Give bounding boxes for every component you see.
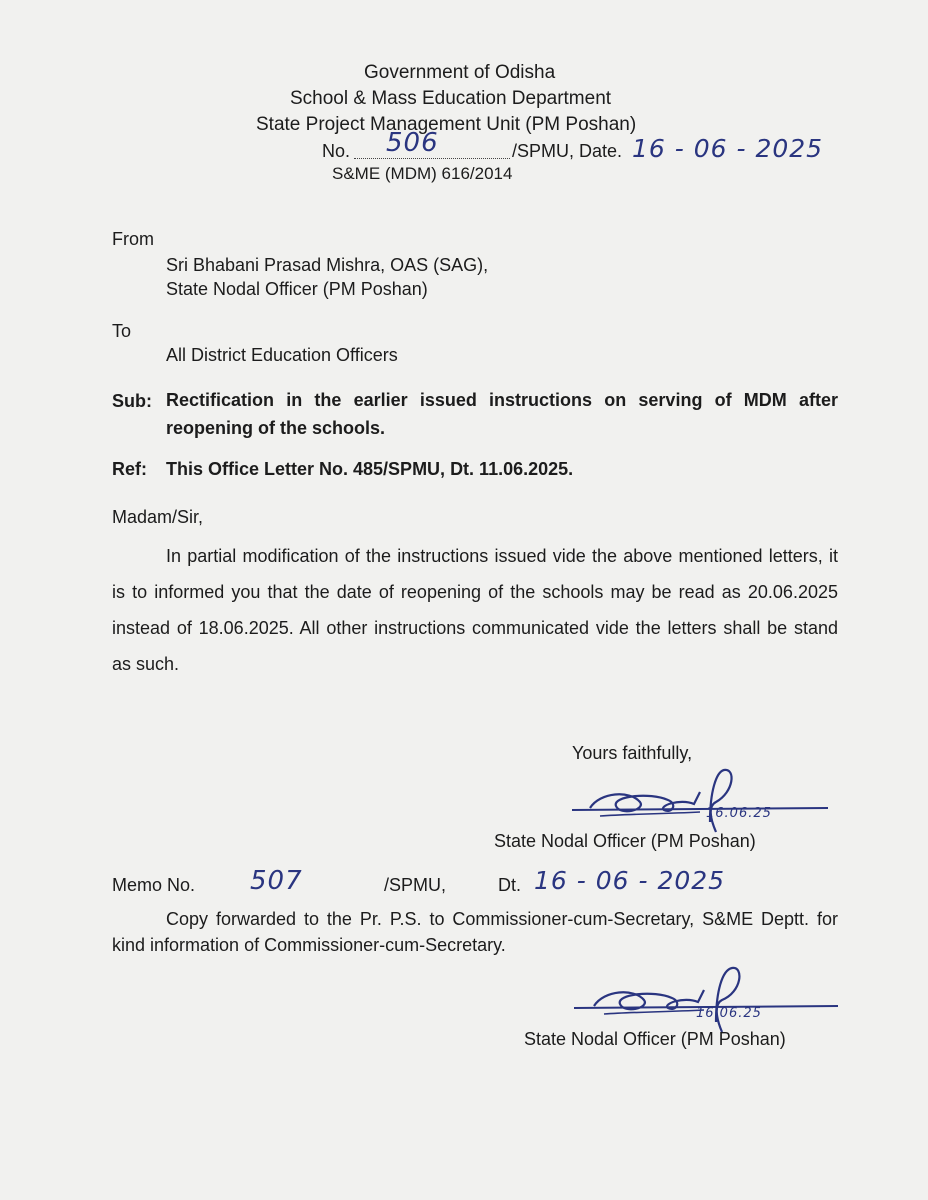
body-paragraph: In partial modification of the instructions issued vide the above mentioned letters, it is to informed you that the date of reopening of the schools may be read as 20.06.2025 instead of 18.06.2025. All other instructions communicated vide the letters shall be stand as such. — [112, 546, 838, 674]
letter-date-handwritten: 16 - 06 - 2025 — [632, 134, 824, 163]
memo-suffix: /SPMU, — [384, 875, 447, 895]
reference-label: Ref: — [112, 459, 147, 479]
signature-2-date: 16.06.25 — [696, 1006, 762, 1021]
letter-number-line — [354, 158, 510, 159]
subject-text: Rectification in the earlier issued instructions on serving of MDM after reopening of the schools. — [166, 390, 838, 438]
reference-text: This Office Letter No. 485/SPMU, Dt. 11.06.2025. — [166, 459, 574, 479]
memo-label: Memo No. — [112, 875, 196, 895]
signatory-designation-2: State Nodal Officer (PM Poshan) — [524, 1029, 786, 1049]
letter-number-handwritten: 506 — [386, 128, 439, 158]
closing: Yours faithfully, — [572, 743, 693, 763]
memo-date-handwritten: 16 - 06 - 2025 — [534, 866, 726, 895]
sender-designation: State Nodal Officer (PM Poshan) — [166, 279, 428, 299]
header-unit: State Project Management Unit (PM Poshan) — [256, 114, 637, 135]
copy-forwarded-text: Copy forwarded to the Pr. P.S. to Commissioner-cum-Secretary, S&ME Deptt. for kind information of Commissioner-cum-Secretary. — [112, 909, 838, 955]
letter-number-label: No. — [322, 141, 351, 161]
signature-1-date: 16.06.25 — [706, 806, 772, 821]
subject-label: Sub: — [112, 391, 152, 411]
memo-date-label: Dt. — [498, 875, 522, 895]
header-government: Government of Odisha — [364, 62, 556, 83]
to-label: To — [112, 321, 132, 341]
header-department: School & Mass Education Department — [290, 88, 612, 109]
memo-number-handwritten: 507 — [250, 866, 303, 896]
sender-name: Sri Bhabani Prasad Mishra, OAS (SAG), — [166, 255, 489, 275]
recipient: All District Education Officers — [166, 345, 398, 365]
file-reference: S&ME (MDM) 616/2014 — [332, 164, 513, 183]
signatory-designation-1: State Nodal Officer (PM Poshan) — [494, 831, 756, 851]
salutation: Madam/Sir, — [112, 507, 204, 527]
from-label: From — [112, 229, 154, 249]
letter-number-suffix: /SPMU, Date. — [512, 141, 623, 161]
